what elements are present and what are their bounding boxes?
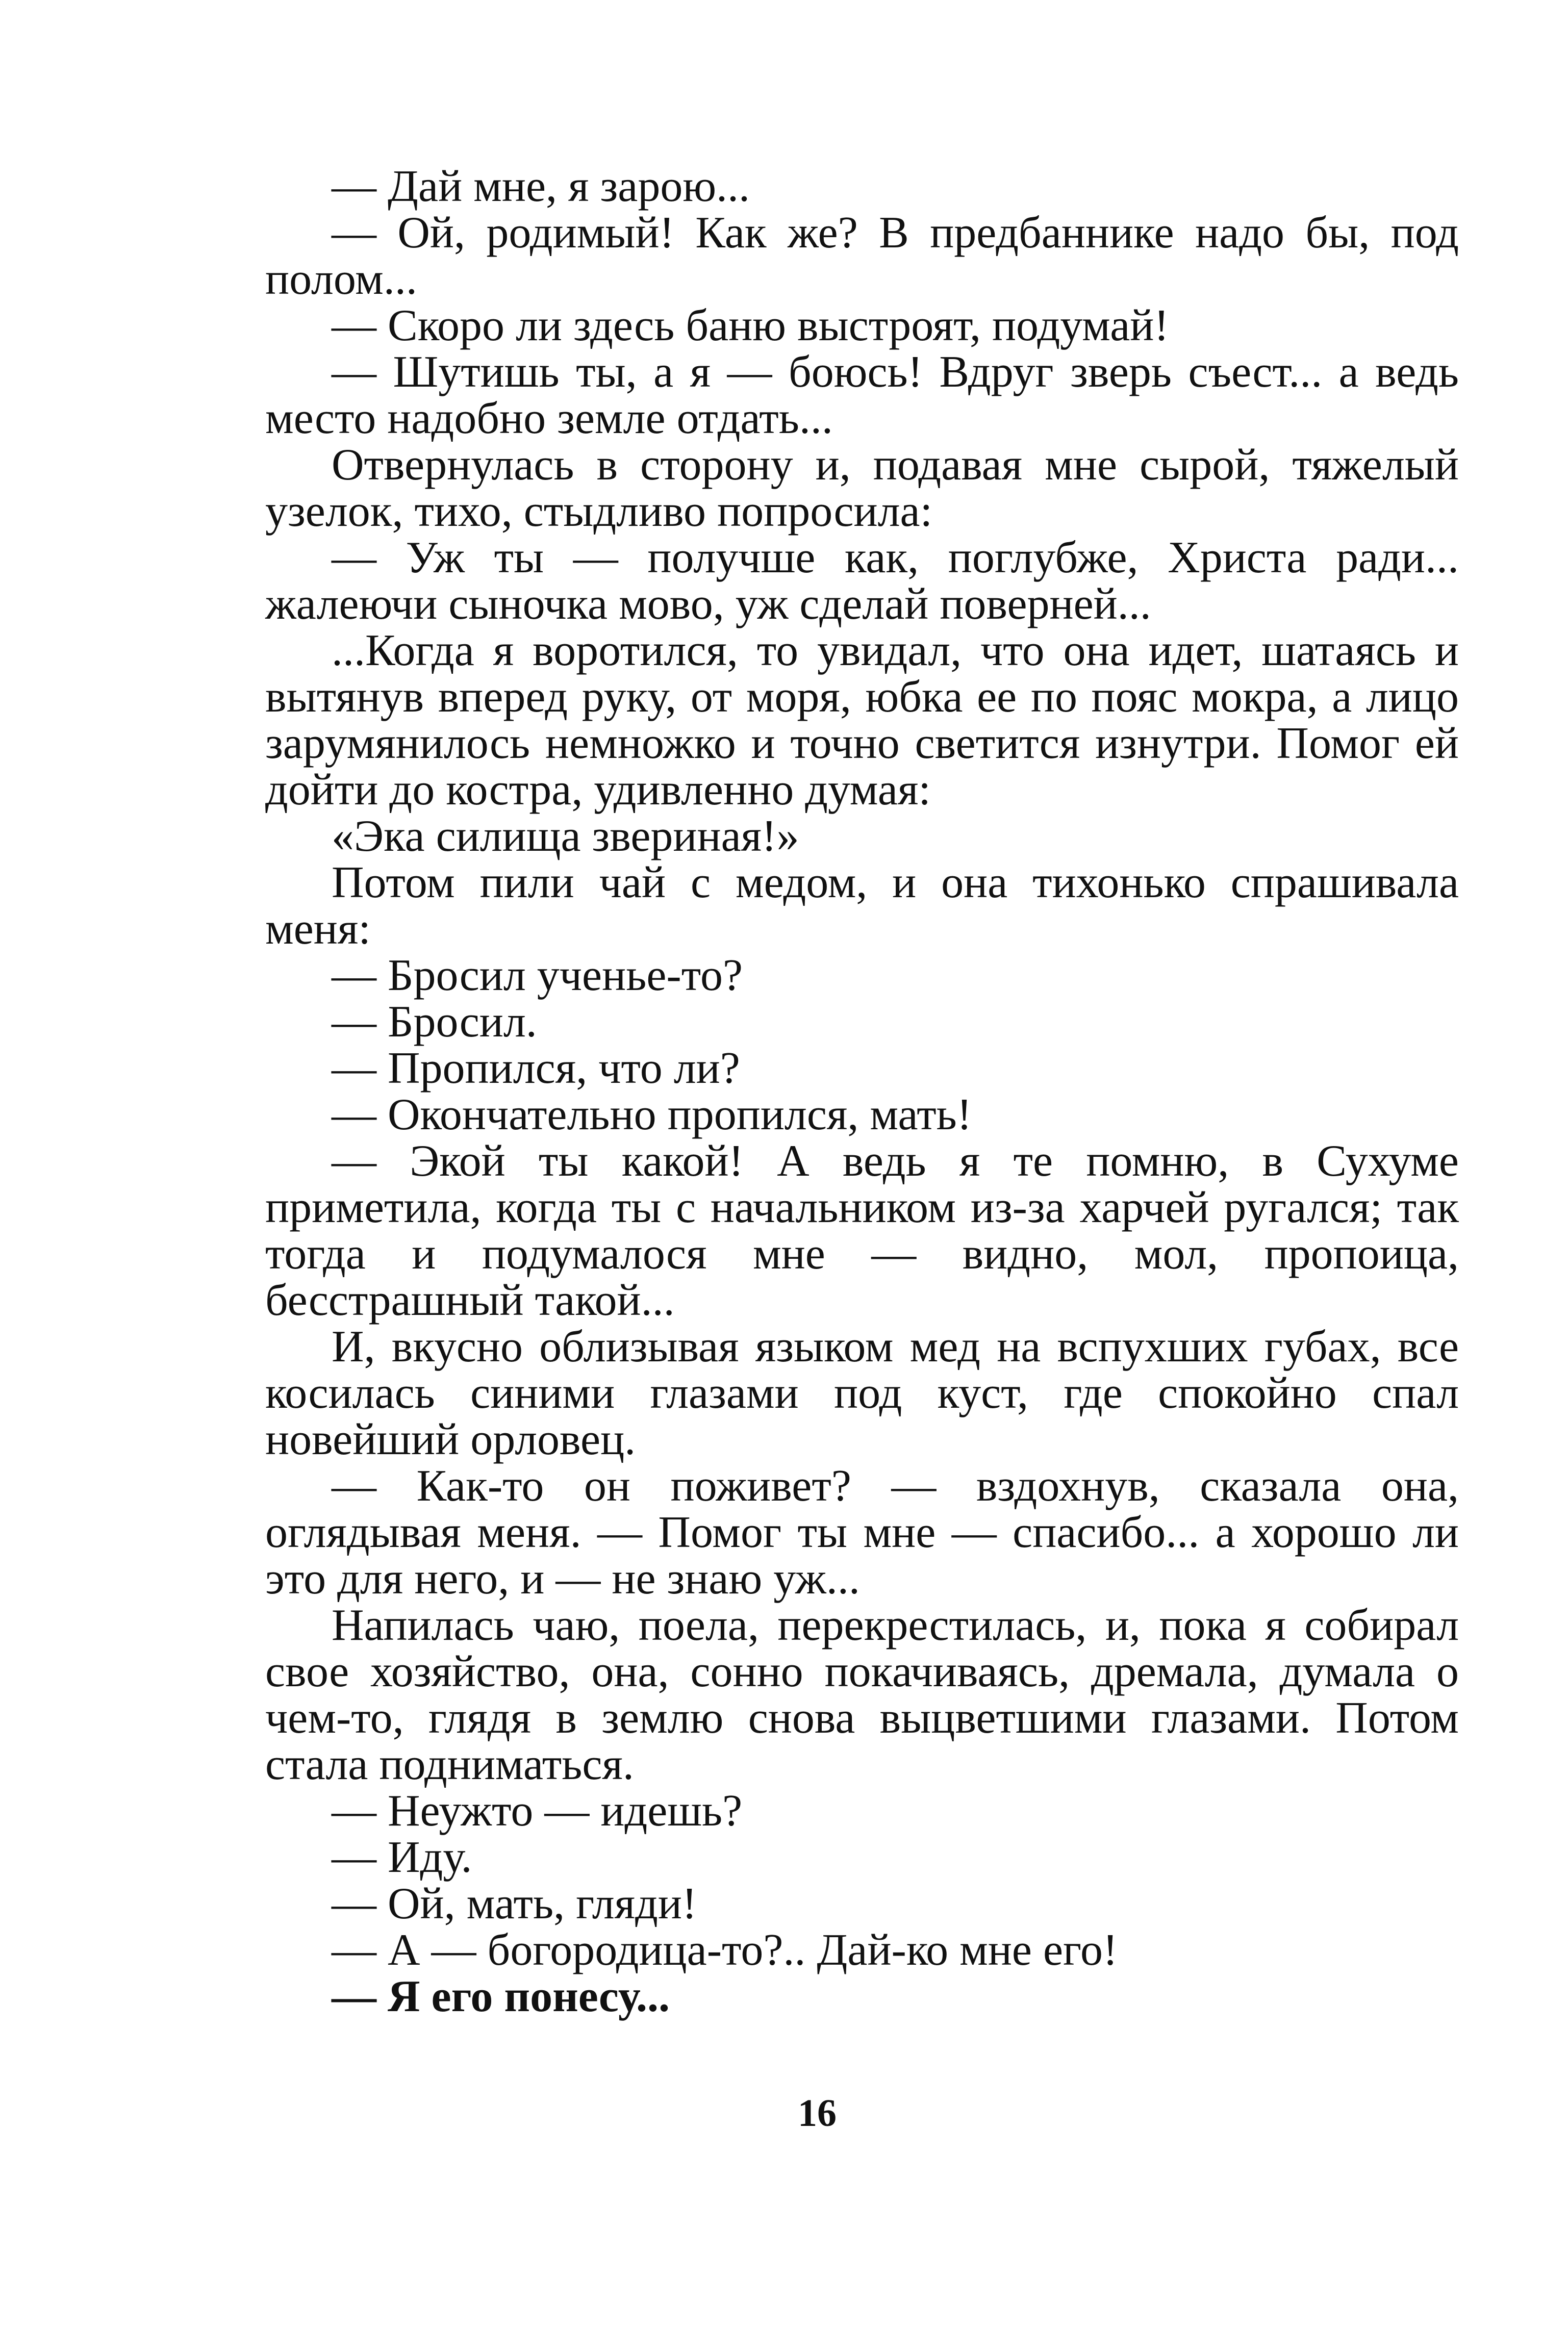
paragraph: — Я его понесу...	[332, 1972, 670, 2021]
paragraph: — Окончательно пропился, мать!	[332, 1090, 972, 1139]
paragraph: — Как-то он поживет? — вздохнув, сказала она, оглядывая меня. — Помог ты мне — спасибо... а хорошо ли это для него, и — не знаю уж...	[265, 1461, 1459, 1604]
paragraph: — Бросил.	[332, 997, 537, 1047]
page-number: 16	[798, 2092, 837, 2135]
paragraph: — Пропился, что ли?	[332, 1044, 740, 1093]
paragraph: — Иду.	[332, 1833, 472, 1882]
paragraph: — А — богородица-то?.. Дай-ко мне его!	[332, 1925, 1118, 1975]
page-body	[265, 163, 1459, 2020]
paragraph: Потом пили чай с медом, и она тихонько спрашивала меня:	[265, 858, 1459, 954]
paragraph: — Шутишь ты, а я — боюсь! Вдруг зверь съест... а ведь место надобно земле отдать...	[265, 347, 1459, 443]
paragraph: «Эка силища звериная!»	[332, 811, 799, 861]
paragraph: — Скоро ли здесь баню выстроят, подумай!	[332, 301, 1169, 350]
paragraph: И, вкусно облизывая языком мед на вспухших губах, все косилась синими глазами под куст, где спокойно спал новейший орловец.	[265, 1322, 1459, 1464]
paragraph: ...Когда я воротился, то увидал, что она идет, шатаясь и вытянув вперед руку, от моря, юбка ее по пояс мокра, а лицо зарумянилось немножко и точно светится изнутри. Помог ей дойти до костра, удивленно думая:	[265, 626, 1459, 815]
paragraph: Напилась чаю, поела, перекрестилась, и, пока я собирал свое хозяйство, она, сонно покачиваясь, дремала, думала о чем-то, глядя в землю снова выцветшими глазами. Потом стала подниматься.	[265, 1601, 1459, 1789]
paragraph: Отвернулась в сторону и, подавая мне сырой, тяжелый узелок, тихо, стыдливо попросила:	[265, 440, 1459, 536]
paragraph: — Бросил ученье-то?	[332, 951, 743, 1000]
paragraph: — Ой, мать, гляди!	[332, 1879, 697, 1929]
paragraph: — Экой ты какой! А ведь я те помню, в Сухуме приметила, когда ты с начальником из-за харчей ругался; так тогда и подумалося мне — видно, мол, пропоица, бесстрашный такой...	[265, 1136, 1459, 1325]
paragraph: — Дай мне, я зарою...	[332, 162, 750, 211]
paragraph: — Неужто — идешь?	[332, 1786, 743, 1836]
paragraph: — Ой, родимый! Как же? В предбаннике надо бы, под полом...	[265, 208, 1459, 304]
paragraph: — Уж ты — получше как, поглубже, Христа ради... жалеючи сыночка мово, уж сделай поверней...	[265, 533, 1459, 629]
